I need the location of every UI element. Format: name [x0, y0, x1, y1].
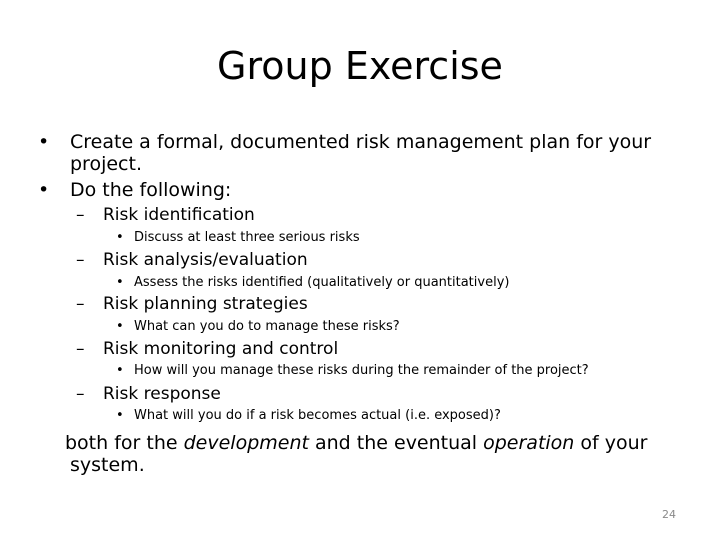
step-detail: What will you do if a risk becomes actual (i.e. exposed)? — [134, 408, 501, 423]
step-detail: Assess the risks identified (qualitatively or quantitatively) — [134, 275, 510, 290]
closing-text: of your — [574, 432, 648, 454]
bullet-icon: • — [116, 363, 124, 378]
dash-icon: – — [76, 250, 85, 270]
bullet-icon: • — [116, 408, 124, 423]
dash-icon: – — [76, 384, 85, 404]
dash-icon: – — [76, 294, 85, 314]
step-detail: How will you manage these risks during the remainder of the project? — [134, 363, 589, 378]
closing-emphasis: development — [183, 432, 309, 454]
bullet-icon: • — [38, 179, 50, 201]
slide-title: Group Exercise — [217, 44, 503, 88]
closing-text: both for the — [65, 432, 184, 454]
step-label: Risk planning strategies — [103, 294, 308, 314]
step-label: Risk identification — [103, 205, 255, 225]
page-number: 24 — [662, 508, 676, 521]
step-label: Risk response — [103, 384, 221, 404]
step-detail: Discuss at least three serious risks — [134, 230, 360, 245]
closing-text: and the eventual — [308, 432, 484, 454]
step-label: Risk analysis/evaluation — [103, 250, 308, 270]
closing-line — [65, 432, 647, 454]
bullet-text: Do the following: — [70, 179, 232, 201]
step-label: Risk monitoring and control — [103, 339, 339, 359]
step-detail: What can you do to manage these risks? — [134, 319, 400, 334]
bullet-text: project. — [70, 153, 142, 175]
closing-line-2: system. — [70, 454, 145, 476]
bullet-icon: • — [38, 131, 50, 153]
bullet-text: Create a formal, documented risk management plan for your — [70, 131, 652, 153]
closing-emphasis: operation — [483, 432, 575, 454]
dash-icon: – — [76, 205, 85, 225]
dash-icon: – — [76, 339, 85, 359]
bullet-icon: • — [116, 230, 124, 245]
bullet-icon: • — [116, 275, 124, 290]
bullet-icon: • — [116, 319, 124, 334]
